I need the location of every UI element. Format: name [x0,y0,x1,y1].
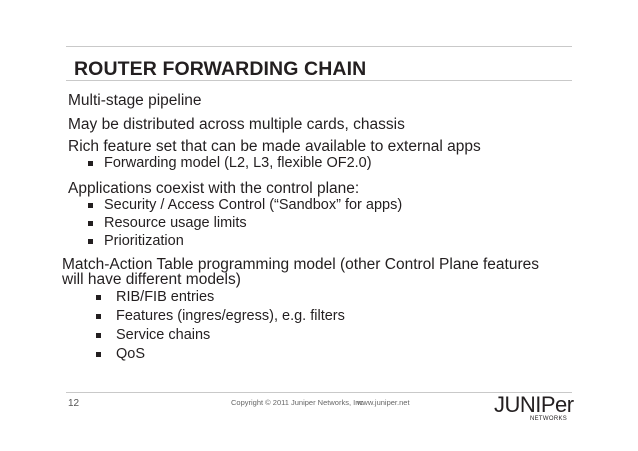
sub-bullet-1: Forwarding model (L2, L3, flexible OF2.0) [104,155,372,171]
bullet-square-icon [88,203,93,208]
sub-bullet-6: Features (ingres/egress), e.g. filters [116,308,345,324]
bullet-square-icon [96,333,101,338]
sub-bullet-8: QoS [116,346,146,362]
body-line-3: Rich feature set that can be made available to external apps [68,138,481,155]
footer-url: www.juniper.net [357,398,410,407]
body-line-1: Multi-stage pipeline [68,92,202,109]
body-line-6: will have different models) [62,271,241,288]
bullet-square-icon [88,221,93,226]
bullet-square-icon [88,239,93,244]
sub-bullet-2: Security / Access Control (“Sandbox” for apps) [104,197,403,213]
sub-bullet-7: Service chains [116,327,211,343]
page-number: 12 [68,398,80,409]
bullet-square-icon [88,161,93,166]
title-top-rule [66,46,572,47]
juniper-logo [494,394,572,426]
sub-bullet-3: Resource usage limits [104,215,247,231]
body-line-5: Match-Action Table programming model (other Control Plane features [62,256,540,273]
logo-wordmark: JUNIPer [494,392,574,417]
bullet-square-icon [96,352,101,357]
logo-subtext: NETWORKS [530,416,568,422]
slide-title: ROUTER FORWARDING CHAIN [74,58,367,80]
body-line-2: May be distributed across multiple cards, chassis [68,116,405,133]
copyright-text: Copyright © 2011 Juniper Networks, Inc. [231,398,366,407]
body-line-4: Applications coexist with the control plane: [68,180,360,197]
sub-bullet-4: Prioritization [104,233,184,249]
sub-bullet-5: RIB/FIB entries [116,289,215,305]
bullet-square-icon [96,314,101,319]
bullet-square-icon [96,295,101,300]
title-bottom-rule [66,80,572,81]
